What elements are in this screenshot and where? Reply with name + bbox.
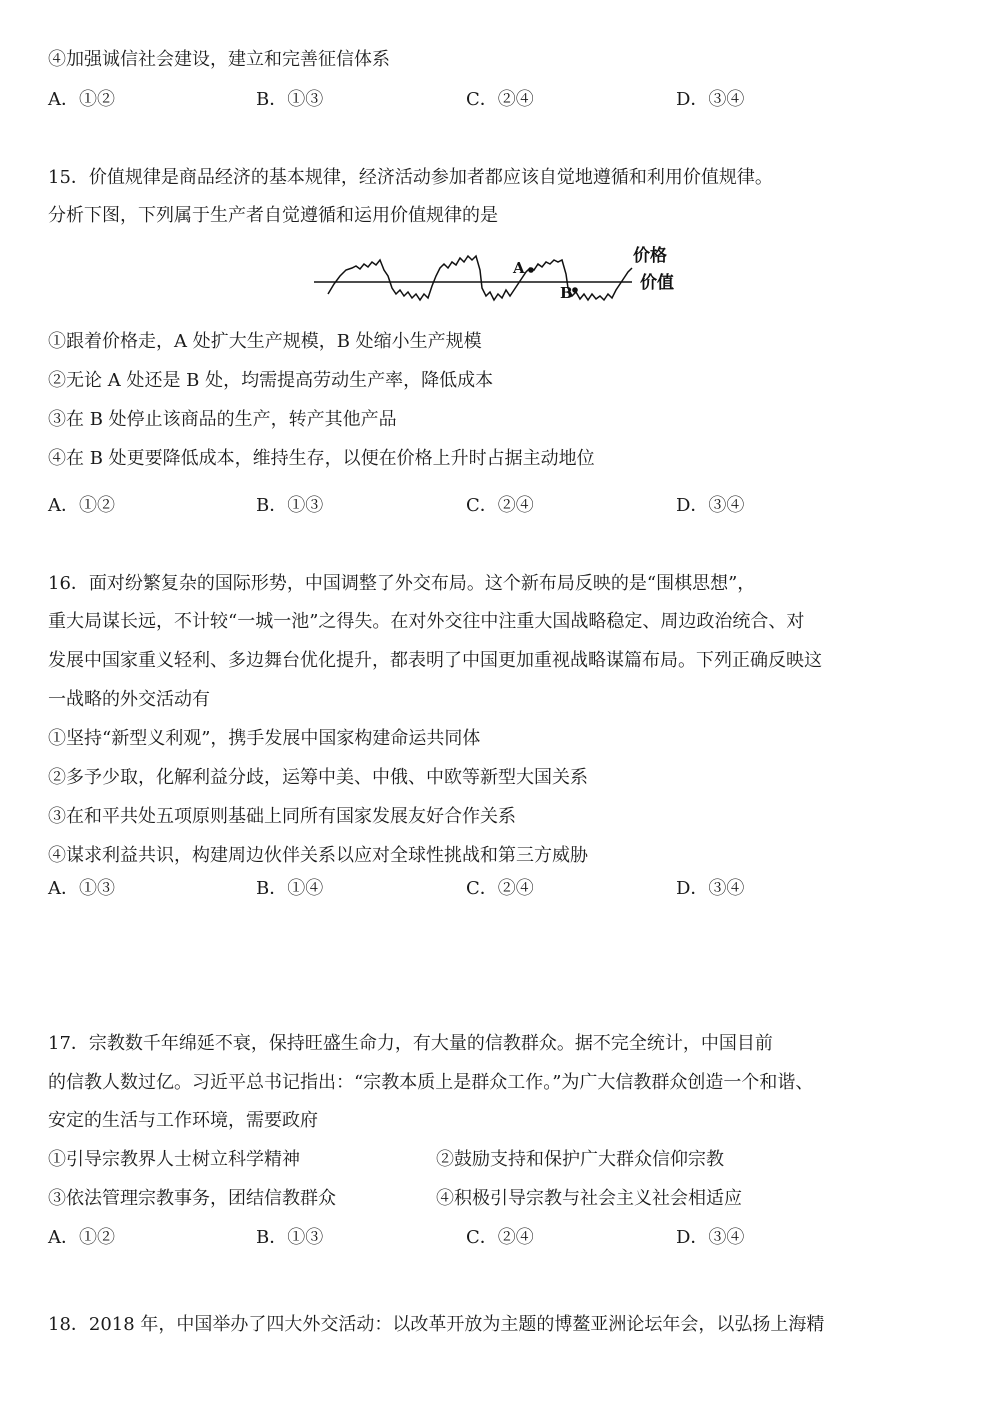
- q17-items-row-1: [48, 1148, 948, 1172]
- price-value-figure: [310, 244, 680, 316]
- point-a-label: A: [513, 259, 525, 277]
- q18-stem-line-1: 18．2018 年，中国举办了四大外交活动：以改革开放为主题的博鳌亚洲论坛年会，以弘扬上海精: [48, 1314, 825, 1335]
- q15-option-b[interactable]: B．①③: [256, 495, 324, 516]
- q17-item-3: ③依法管理宗教事务，团结信教群众: [48, 1188, 336, 1209]
- q15-options: [48, 494, 948, 518]
- q14-options: [48, 88, 948, 112]
- price-curve: [328, 256, 632, 300]
- q15-item-2: ②无论 A 处还是 B 处，均需提高劳动生产率，降低成本: [48, 370, 494, 391]
- q17-item-2: ②鼓励支持和保护广大群众信仰宗教: [436, 1149, 724, 1170]
- q15-stem-line-2: 分析下图，下列属于生产者自觉遵循和运用价值规律的是: [48, 205, 498, 226]
- q16-item-2: ②多予少取，化解利益分歧，运筹中美、中俄、中欧等新型大国关系: [48, 767, 588, 788]
- q14-option-a[interactable]: A．①②: [48, 89, 115, 110]
- q16-option-b[interactable]: B．①④: [256, 878, 324, 899]
- q17-item-1: ①引导宗教界人士树立科学精神: [48, 1149, 300, 1170]
- price-label: 价格: [633, 246, 667, 266]
- q14-option-d[interactable]: D．③④: [676, 89, 745, 110]
- q17-stem-line-2: 的信教人数过亿。习近平总书记指出：“宗教本质上是群众工作。”为广大信教群众创造一个和谐、: [48, 1072, 814, 1093]
- q15-item-1: ①跟着价格走，A 处扩大生产规模，B 处缩小生产规模: [48, 331, 482, 352]
- q17-item-4: ④积极引导宗教与社会主义社会相适应: [436, 1188, 742, 1209]
- q15-item-4: ④在 B 处更要降低成本，维持生存，以便在价格上升时占据主动地位: [48, 448, 595, 469]
- q17-option-d[interactable]: D．③④: [676, 1227, 745, 1248]
- q16-item-3: ③在和平共处五项原则基础上同所有国家发展友好合作关系: [48, 806, 516, 827]
- value-label: 价值: [640, 273, 674, 293]
- q17-options: [48, 1226, 948, 1250]
- q17-stem-line-3: 安定的生活与工作环境，需要政府: [48, 1110, 318, 1131]
- q15-option-a[interactable]: A．①②: [48, 495, 115, 516]
- q16-stem-line-2: 重大局谋长远，不计较“一城一池”之得失。在对外交往中注重大国战略稳定、周边政治统合、对: [48, 611, 805, 632]
- q17-items-row-2: [48, 1187, 948, 1211]
- q16-item-1: ①坚持“新型义利观”，携手发展中国家构建命运共同体: [48, 728, 481, 749]
- q15-item-3: ③在 B 处停止该商品的生产，转产其他产品: [48, 409, 397, 430]
- q17-option-b[interactable]: B．①③: [256, 1227, 324, 1248]
- q16-option-a[interactable]: A．①③: [48, 878, 115, 899]
- q15-option-c[interactable]: C．②④: [466, 495, 534, 516]
- q16-stem-line-4: 一战略的外交活动有: [48, 689, 210, 710]
- q16-options: [48, 877, 948, 901]
- point-b-marker: [572, 287, 578, 293]
- point-a-marker: [528, 267, 534, 273]
- q17-stem-line-1: 17．宗教数千年绵延不衰，保持旺盛生命力，有大量的信教群众。据不完全统计，中国目前: [48, 1033, 773, 1054]
- q17-option-a[interactable]: A．①②: [48, 1227, 115, 1248]
- q16-stem-line-3: 发展中国家重义轻利、多边舞台优化提升，都表明了中国更加重视战略谋篇布局。下列正确反映这: [48, 650, 822, 671]
- point-b-label: B: [560, 284, 573, 302]
- q17-option-c[interactable]: C．②④: [466, 1227, 534, 1248]
- q15-stem-line-1: 15．价值规律是商品经济的基本规律，经济活动参加者都应该自觉地遵循和利用价值规律。: [48, 167, 773, 188]
- q14-item-4: ④加强诚信社会建设，建立和完善征信体系: [48, 49, 390, 70]
- q16-option-c[interactable]: C．②④: [466, 878, 534, 899]
- q14-option-b[interactable]: B．①③: [256, 89, 324, 110]
- q15-option-d[interactable]: D．③④: [676, 495, 745, 516]
- q16-option-d[interactable]: D．③④: [676, 878, 745, 899]
- q16-item-4: ④谋求利益共识，构建周边伙伴关系以应对全球性挑战和第三方威胁: [48, 845, 588, 866]
- q14-option-c[interactable]: C．②④: [466, 89, 534, 110]
- q16-stem-line-1: 16．面对纷繁复杂的国际形势，中国调整了外交布局。这个新布局反映的是“围棋思想”，: [48, 573, 756, 594]
